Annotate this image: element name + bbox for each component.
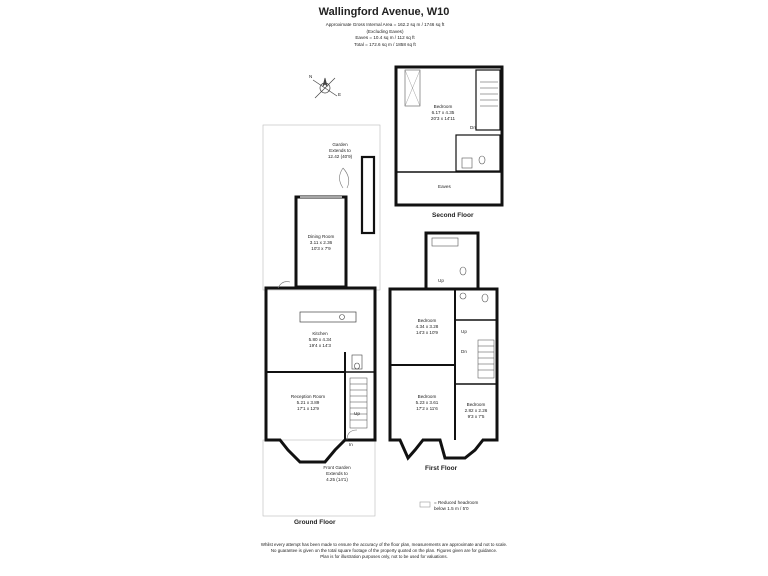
area-eaves: Eaves = 10.4 sq m / 112 sq ft xyxy=(355,35,415,41)
first-bedroom-small-label: Bedroom 2.82 x 2.26 9'3 x 7'5 xyxy=(464,402,488,419)
first-up-label-2: Up xyxy=(461,329,467,334)
second-down-label: Dn xyxy=(470,125,476,130)
ground-stairs-up-label: Up xyxy=(354,411,360,416)
area-gross: Approximate Gross Internal Area = 162.2 sq m / 1746 sq ft xyxy=(325,22,445,27)
eaves-label: Eaves xyxy=(438,184,451,189)
kitchen-label: Kitchen 5.80 x 4.34 19'4 x 14'3 xyxy=(308,331,332,348)
first-down-label: Dn xyxy=(461,349,467,354)
first-floor-title: First Floor xyxy=(425,465,458,472)
ground-floor-title: Ground Floor xyxy=(294,519,336,526)
compass-icon xyxy=(313,78,337,98)
first-up-label-1: Up xyxy=(438,278,444,283)
dining-room-label: Dining Room 3.11 x 2.36 10'3 x 7'9 xyxy=(307,234,335,251)
page-title: Wallingford Avenue, W10 xyxy=(318,6,450,18)
area-total: Total = 172.6 sq m / 1858 sq ft xyxy=(354,41,416,47)
area-note: (Excluding Eaves) xyxy=(366,28,404,34)
second-bedroom-label: Bedroom 6.17 x 4.35 20'3 x 14'11 xyxy=(430,104,456,121)
garden-label: Garden Extends to 12.42 (40'9) xyxy=(327,142,353,159)
front-garden-label: Front Garden Extends to 4.25 (14'1) xyxy=(323,465,351,482)
ground-floor-plan xyxy=(263,125,380,516)
first-bedroom-rear-label: Bedroom 4.34 x 3.28 14'3 x 10'9 xyxy=(415,318,439,335)
compass-north: N xyxy=(309,74,313,79)
first-bedroom-front-label: Bedroom 5.23 x 3.61 17'2 x 11'6 xyxy=(415,394,439,411)
disclaimer: Whilst every attempt has been made to ensure the accuracy of the floor plan, measurements are approximate and not to scale. No guarantee is given on the total square footage of the property quoted on the plan. Figures given are for guidance. Plan is for illustration purposes only, not to be used for valuations. xyxy=(260,542,508,560)
first-floor-plan xyxy=(390,233,497,458)
reception-room-label: Reception Room 5.21 x 3.89 17'1 x 12'9 xyxy=(290,394,326,411)
entrance-label: In xyxy=(349,442,353,447)
second-floor-title: Second Floor xyxy=(432,212,474,219)
legend-swatch xyxy=(420,502,430,507)
compass-east: E xyxy=(338,92,342,97)
legend-text: = Reduced headroom below 1.5 m / 5'0 xyxy=(434,500,479,511)
